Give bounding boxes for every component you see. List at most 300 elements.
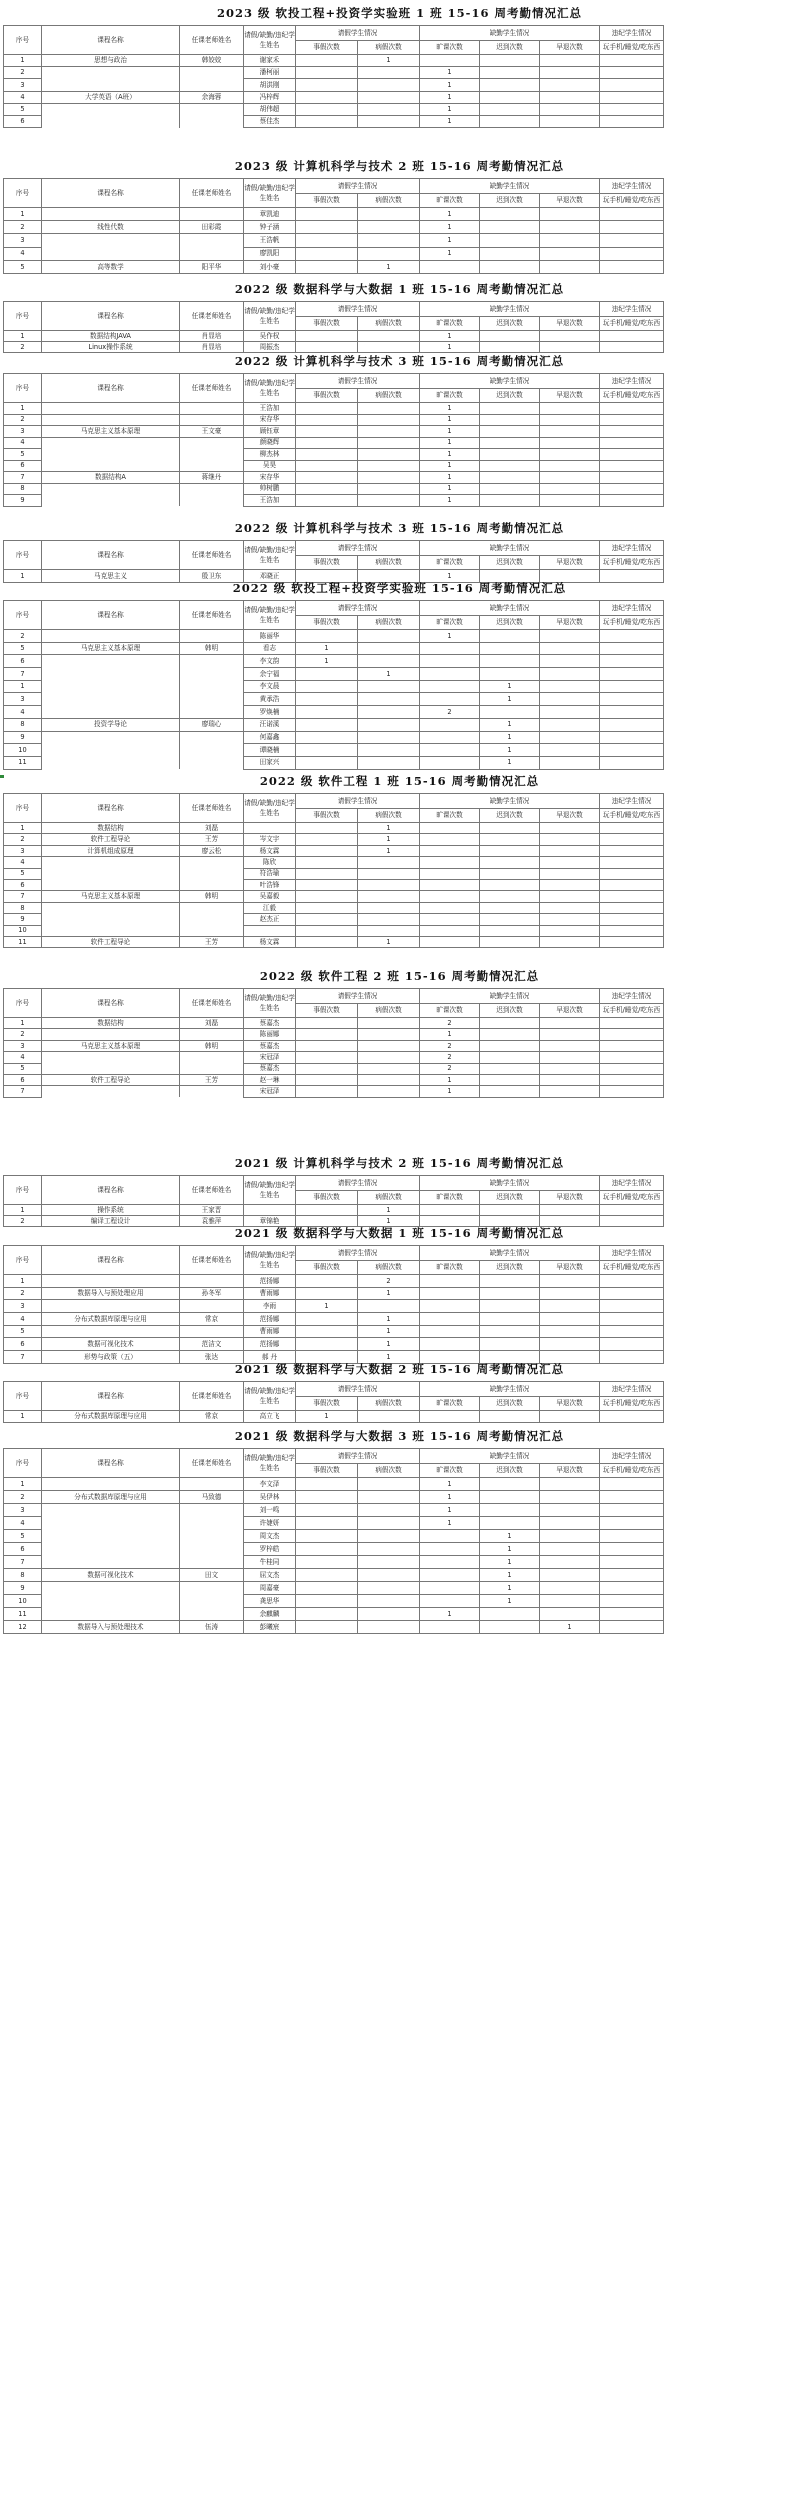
cell-early[interactable] <box>540 1300 600 1313</box>
cell-no[interactable]: 9 <box>4 495 42 507</box>
cell-sick[interactable] <box>358 891 420 902</box>
cell-personal[interactable] <box>296 1504 358 1517</box>
cell-early[interactable] <box>540 1040 600 1051</box>
cell-sick[interactable]: 1 <box>358 55 420 67</box>
cell-early[interactable] <box>540 936 600 947</box>
cell-no[interactable]: 11 <box>4 756 42 769</box>
cell-violation[interactable] <box>600 1608 664 1621</box>
cell-personal[interactable] <box>296 426 358 438</box>
cell-truancy[interactable] <box>420 642 480 655</box>
cell-personal[interactable] <box>296 1595 358 1608</box>
cell-personal[interactable] <box>296 1543 358 1556</box>
cell-course[interactable] <box>42 1086 180 1097</box>
cell-truancy[interactable]: 1 <box>420 483 480 495</box>
cell-truancy[interactable]: 2 <box>420 1063 480 1074</box>
cell-early[interactable] <box>540 879 600 890</box>
cell-teacher[interactable] <box>180 857 244 868</box>
cell-no[interactable]: 2 <box>4 1029 42 1040</box>
cell-truancy[interactable]: 1 <box>420 1029 480 1040</box>
cell-no[interactable]: 3 <box>4 693 42 706</box>
cell-student[interactable]: 田家兴 <box>244 756 296 769</box>
cell-personal[interactable] <box>296 1063 358 1074</box>
cell-personal[interactable] <box>296 1287 358 1300</box>
cell-late[interactable] <box>480 925 540 936</box>
cell-student[interactable]: 刘一鸣 <box>244 1504 296 1517</box>
cell-truancy[interactable] <box>420 680 480 693</box>
cell-no[interactable]: 7 <box>4 1556 42 1569</box>
cell-late[interactable] <box>480 234 540 247</box>
cell-early[interactable] <box>540 208 600 221</box>
cell-no[interactable]: 9 <box>4 1582 42 1595</box>
cell-personal[interactable] <box>296 744 358 757</box>
cell-late[interactable] <box>480 260 540 273</box>
cell-personal[interactable] <box>296 891 358 902</box>
cell-late[interactable] <box>480 891 540 902</box>
cell-early[interactable] <box>540 680 600 693</box>
cell-late[interactable] <box>480 460 540 472</box>
cell-personal[interactable] <box>296 668 358 681</box>
cell-early[interactable] <box>540 857 600 868</box>
cell-early[interactable] <box>540 1074 600 1085</box>
cell-late[interactable] <box>480 449 540 461</box>
cell-course[interactable] <box>42 706 180 719</box>
cell-truancy[interactable]: 1 <box>420 208 480 221</box>
cell-late[interactable]: 1 <box>480 1543 540 1556</box>
cell-personal[interactable] <box>296 1608 358 1621</box>
cell-violation[interactable] <box>600 234 664 247</box>
cell-sick[interactable] <box>358 1300 420 1313</box>
cell-sick[interactable] <box>358 1040 420 1051</box>
cell-early[interactable] <box>540 731 600 744</box>
cell-late[interactable] <box>480 1325 540 1338</box>
cell-violation[interactable] <box>600 495 664 507</box>
cell-student[interactable]: 曹雨娜 <box>244 1287 296 1300</box>
cell-teacher[interactable]: 廖云松 <box>180 845 244 856</box>
cell-violation[interactable] <box>600 1325 664 1338</box>
cell-course[interactable] <box>42 1582 180 1595</box>
cell-late[interactable] <box>480 221 540 234</box>
cell-sick[interactable] <box>358 472 420 484</box>
cell-late[interactable]: 1 <box>480 680 540 693</box>
cell-course[interactable] <box>42 693 180 706</box>
cell-no[interactable]: 4 <box>4 91 42 103</box>
cell-early[interactable] <box>540 868 600 879</box>
cell-course[interactable] <box>42 1543 180 1556</box>
cell-teacher[interactable]: 范洁文 <box>180 1338 244 1351</box>
cell-no[interactable]: 9 <box>4 731 42 744</box>
cell-early[interactable] <box>540 483 600 495</box>
cell-violation[interactable] <box>600 868 664 879</box>
cell-sick[interactable] <box>358 1074 420 1085</box>
cell-teacher[interactable]: 袁雅萍 <box>180 1216 244 1227</box>
cell-student[interactable]: 杨文霖 <box>244 845 296 856</box>
cell-violation[interactable] <box>600 1517 664 1530</box>
cell-personal[interactable] <box>296 1275 358 1288</box>
cell-teacher[interactable]: 肖显培 <box>180 331 244 342</box>
cell-personal[interactable] <box>296 845 358 856</box>
cell-student[interactable]: 余宁福 <box>244 668 296 681</box>
cell-student[interactable]: 汪诺溪 <box>244 718 296 731</box>
cell-sick[interactable] <box>358 79 420 91</box>
cell-late[interactable] <box>480 483 540 495</box>
cell-teacher[interactable] <box>180 103 244 115</box>
cell-course[interactable]: 分布式数据库原理与应用 <box>42 1313 180 1326</box>
cell-violation[interactable] <box>600 1595 664 1608</box>
cell-violation[interactable] <box>600 426 664 438</box>
cell-course[interactable] <box>42 1052 180 1063</box>
cell-truancy[interactable]: 1 <box>420 426 480 438</box>
cell-course[interactable] <box>42 1275 180 1288</box>
cell-truancy[interactable]: 1 <box>420 1478 480 1491</box>
cell-course[interactable] <box>42 460 180 472</box>
cell-violation[interactable] <box>600 834 664 845</box>
cell-truancy[interactable] <box>420 845 480 856</box>
cell-late[interactable] <box>480 103 540 115</box>
cell-sick[interactable] <box>358 1556 420 1569</box>
cell-early[interactable] <box>540 1325 600 1338</box>
cell-course[interactable] <box>42 1530 180 1543</box>
cell-course[interactable] <box>42 914 180 925</box>
cell-personal[interactable] <box>296 857 358 868</box>
cell-personal[interactable] <box>296 103 358 115</box>
cell-course[interactable] <box>42 483 180 495</box>
cell-late[interactable] <box>480 67 540 79</box>
cell-course[interactable] <box>42 756 180 769</box>
cell-student[interactable]: 叶浩锋 <box>244 879 296 890</box>
cell-sick[interactable]: 1 <box>358 668 420 681</box>
cell-truancy[interactable]: 1 <box>420 437 480 449</box>
cell-violation[interactable] <box>600 857 664 868</box>
cell-violation[interactable] <box>600 891 664 902</box>
cell-late[interactable] <box>480 706 540 719</box>
cell-no[interactable]: 12 <box>4 1621 42 1634</box>
cell-teacher[interactable] <box>180 1556 244 1569</box>
cell-truancy[interactable]: 1 <box>420 1086 480 1097</box>
cell-student[interactable]: 冯梓辉 <box>244 91 296 103</box>
cell-late[interactable] <box>480 1411 540 1423</box>
cell-course[interactable]: 投资学导论 <box>42 718 180 731</box>
cell-early[interactable] <box>540 1517 600 1530</box>
cell-personal[interactable] <box>296 247 358 260</box>
cell-teacher[interactable] <box>180 1478 244 1491</box>
cell-truancy[interactable] <box>420 925 480 936</box>
cell-late[interactable] <box>480 1338 540 1351</box>
cell-early[interactable] <box>540 234 600 247</box>
cell-early[interactable] <box>540 914 600 925</box>
cell-violation[interactable] <box>600 449 664 461</box>
cell-course[interactable] <box>42 868 180 879</box>
cell-student[interactable]: 宋冠泽 <box>244 1086 296 1097</box>
cell-personal[interactable] <box>296 79 358 91</box>
cell-teacher[interactable]: 马致德 <box>180 1491 244 1504</box>
cell-truancy[interactable] <box>420 1543 480 1556</box>
cell-violation[interactable] <box>600 823 664 834</box>
cell-course[interactable] <box>42 1325 180 1338</box>
cell-student[interactable]: 王浩帆 <box>244 234 296 247</box>
cell-course[interactable]: 数据可视化技术 <box>42 1338 180 1351</box>
cell-student[interactable]: 彭曦宸 <box>244 1621 296 1634</box>
cell-sick[interactable] <box>358 680 420 693</box>
cell-student[interactable]: 廖凯阳 <box>244 247 296 260</box>
cell-truancy[interactable]: 1 <box>420 103 480 115</box>
cell-student[interactable]: 蔡佳杰 <box>244 115 296 127</box>
cell-early[interactable] <box>540 91 600 103</box>
cell-late[interactable] <box>480 426 540 438</box>
cell-sick[interactable]: 2 <box>358 1275 420 1288</box>
cell-early[interactable] <box>540 1063 600 1074</box>
cell-early[interactable] <box>540 891 600 902</box>
cell-personal[interactable] <box>296 1556 358 1569</box>
cell-student[interactable]: 高立飞 <box>244 1411 296 1423</box>
cell-late[interactable] <box>480 1040 540 1051</box>
cell-teacher[interactable]: 王家晋 <box>180 1205 244 1216</box>
cell-teacher[interactable]: 阳平华 <box>180 260 244 273</box>
cell-course[interactable] <box>42 208 180 221</box>
cell-course[interactable] <box>42 1556 180 1569</box>
cell-no[interactable]: 2 <box>4 1287 42 1300</box>
cell-sick[interactable] <box>358 460 420 472</box>
cell-sick[interactable] <box>358 693 420 706</box>
cell-truancy[interactable]: 1 <box>420 1608 480 1621</box>
cell-no[interactable]: 3 <box>4 79 42 91</box>
cell-course[interactable] <box>42 902 180 913</box>
cell-course[interactable] <box>42 655 180 668</box>
cell-sick[interactable] <box>358 756 420 769</box>
cell-no[interactable]: 1 <box>4 331 42 342</box>
cell-student[interactable]: 曹雨娜 <box>244 1325 296 1338</box>
cell-sick[interactable] <box>358 718 420 731</box>
cell-late[interactable]: 1 <box>480 1582 540 1595</box>
cell-early[interactable] <box>540 403 600 415</box>
cell-sick[interactable] <box>358 1029 420 1040</box>
cell-course[interactable]: 马克思主义基本原理 <box>42 642 180 655</box>
cell-student[interactable]: 宋冠泽 <box>244 1052 296 1063</box>
cell-teacher[interactable] <box>180 655 244 668</box>
cell-student[interactable]: 范扬娜 <box>244 1275 296 1288</box>
cell-sick[interactable]: 1 <box>358 1287 420 1300</box>
cell-violation[interactable] <box>600 331 664 342</box>
cell-student[interactable]: 周嘉豪 <box>244 1582 296 1595</box>
cell-violation[interactable] <box>600 1063 664 1074</box>
cell-teacher[interactable]: 孙冬军 <box>180 1287 244 1300</box>
cell-early[interactable] <box>540 495 600 507</box>
cell-course[interactable]: 思想与政治 <box>42 55 180 67</box>
cell-teacher[interactable] <box>180 460 244 472</box>
cell-no[interactable]: 5 <box>4 103 42 115</box>
cell-truancy[interactable]: 2 <box>420 1052 480 1063</box>
cell-personal[interactable] <box>296 1040 358 1051</box>
cell-sick[interactable]: 1 <box>358 1338 420 1351</box>
cell-early[interactable] <box>540 706 600 719</box>
cell-truancy[interactable] <box>420 1338 480 1351</box>
cell-violation[interactable] <box>600 1074 664 1085</box>
cell-truancy[interactable] <box>420 718 480 731</box>
cell-teacher[interactable] <box>180 495 244 507</box>
cell-teacher[interactable] <box>180 744 244 757</box>
cell-no[interactable]: 5 <box>4 1063 42 1074</box>
cell-course[interactable] <box>42 79 180 91</box>
cell-teacher[interactable]: 殷卫东 <box>180 570 244 583</box>
cell-early[interactable] <box>540 115 600 127</box>
cell-course[interactable] <box>42 630 180 643</box>
cell-teacher[interactable] <box>180 914 244 925</box>
cell-truancy[interactable]: 1 <box>420 247 480 260</box>
cell-sick[interactable] <box>358 234 420 247</box>
cell-violation[interactable] <box>600 1621 664 1634</box>
cell-teacher[interactable]: 余海蓉 <box>180 91 244 103</box>
cell-teacher[interactable] <box>180 1275 244 1288</box>
cell-personal[interactable] <box>296 879 358 890</box>
cell-sick[interactable] <box>358 1608 420 1621</box>
cell-violation[interactable] <box>600 902 664 913</box>
cell-violation[interactable] <box>600 1338 664 1351</box>
cell-violation[interactable] <box>600 1275 664 1288</box>
cell-sick[interactable] <box>358 868 420 879</box>
cell-early[interactable] <box>540 1491 600 1504</box>
cell-truancy[interactable]: 1 <box>420 1074 480 1085</box>
cell-violation[interactable] <box>600 879 664 890</box>
cell-sick[interactable] <box>358 1504 420 1517</box>
cell-late[interactable] <box>480 914 540 925</box>
cell-truancy[interactable]: 2 <box>420 1018 480 1029</box>
cell-teacher[interactable] <box>180 1517 244 1530</box>
cell-late[interactable] <box>480 91 540 103</box>
cell-late[interactable] <box>480 642 540 655</box>
cell-early[interactable] <box>540 247 600 260</box>
cell-sick[interactable] <box>358 1595 420 1608</box>
cell-course[interactable]: 大学英语（A班） <box>42 91 180 103</box>
cell-teacher[interactable] <box>180 630 244 643</box>
cell-personal[interactable] <box>296 914 358 925</box>
cell-sick[interactable] <box>358 642 420 655</box>
cell-sick[interactable] <box>358 449 420 461</box>
cell-early[interactable] <box>540 55 600 67</box>
cell-late[interactable] <box>480 1074 540 1085</box>
cell-early[interactable] <box>540 1086 600 1097</box>
cell-no[interactable]: 7 <box>4 1351 42 1364</box>
cell-violation[interactable] <box>600 936 664 947</box>
cell-sick[interactable]: 1 <box>358 936 420 947</box>
cell-truancy[interactable] <box>420 834 480 845</box>
cell-truancy[interactable] <box>420 1569 480 1582</box>
cell-student[interactable]: 王浩加 <box>244 403 296 415</box>
cell-early[interactable] <box>540 834 600 845</box>
cell-student[interactable]: 潘柯丽 <box>244 67 296 79</box>
cell-personal[interactable] <box>296 823 358 834</box>
cell-early[interactable] <box>540 460 600 472</box>
cell-early[interactable] <box>540 1504 600 1517</box>
cell-sick[interactable] <box>358 1018 420 1029</box>
cell-late[interactable] <box>480 1018 540 1029</box>
cell-personal[interactable] <box>296 403 358 415</box>
cell-student[interactable]: 罗焕楠 <box>244 706 296 719</box>
cell-sick[interactable] <box>358 630 420 643</box>
cell-student[interactable]: 屈文杰 <box>244 1569 296 1582</box>
cell-no[interactable]: 5 <box>4 868 42 879</box>
cell-violation[interactable] <box>600 1569 664 1582</box>
cell-personal[interactable] <box>296 925 358 936</box>
cell-no[interactable]: 3 <box>4 845 42 856</box>
cell-personal[interactable] <box>296 1569 358 1582</box>
cell-teacher[interactable] <box>180 693 244 706</box>
cell-course[interactable] <box>42 1063 180 1074</box>
cell-personal[interactable] <box>296 868 358 879</box>
cell-truancy[interactable]: 1 <box>420 495 480 507</box>
cell-student[interactable]: 岑文宇 <box>244 834 296 845</box>
cell-no[interactable]: 1 <box>4 208 42 221</box>
cell-no[interactable]: 5 <box>4 260 42 273</box>
cell-course[interactable] <box>42 1504 180 1517</box>
cell-no[interactable]: 1 <box>4 1018 42 1029</box>
cell-sick[interactable] <box>358 731 420 744</box>
cell-sick[interactable] <box>358 426 420 438</box>
cell-teacher[interactable] <box>180 868 244 879</box>
cell-student[interactable]: 刘小豪 <box>244 260 296 273</box>
cell-teacher[interactable]: 韩明 <box>180 642 244 655</box>
cell-teacher[interactable] <box>180 1530 244 1543</box>
cell-late[interactable]: 1 <box>480 1569 540 1582</box>
cell-sick[interactable]: 1 <box>358 1325 420 1338</box>
cell-student[interactable]: 顾钰章 <box>244 426 296 438</box>
cell-violation[interactable] <box>600 925 664 936</box>
cell-violation[interactable] <box>600 79 664 91</box>
cell-truancy[interactable]: 1 <box>420 570 480 583</box>
cell-violation[interactable] <box>600 91 664 103</box>
cell-student[interactable]: 符浩瑜 <box>244 868 296 879</box>
cell-course[interactable]: 软件工程导论 <box>42 834 180 845</box>
cell-teacher[interactable] <box>180 1608 244 1621</box>
cell-personal[interactable] <box>296 706 358 719</box>
cell-teacher[interactable] <box>180 1504 244 1517</box>
cell-course[interactable] <box>42 680 180 693</box>
cell-student[interactable]: 江毅 <box>244 902 296 913</box>
cell-late[interactable]: 1 <box>480 1556 540 1569</box>
cell-violation[interactable] <box>600 642 664 655</box>
cell-no[interactable]: 8 <box>4 1569 42 1582</box>
cell-sick[interactable]: 1 <box>358 1205 420 1216</box>
cell-course[interactable]: 计算机组成原理 <box>42 845 180 856</box>
cell-violation[interactable] <box>600 655 664 668</box>
cell-violation[interactable] <box>600 1504 664 1517</box>
cell-violation[interactable] <box>600 208 664 221</box>
cell-student[interactable]: 蔡嘉杰 <box>244 1063 296 1074</box>
cell-no[interactable]: 6 <box>4 115 42 127</box>
cell-course[interactable]: 高等数学 <box>42 260 180 273</box>
cell-late[interactable] <box>480 331 540 342</box>
cell-truancy[interactable] <box>420 1300 480 1313</box>
cell-violation[interactable] <box>600 414 664 426</box>
cell-student[interactable]: 陈丽华 <box>244 630 296 643</box>
cell-course[interactable] <box>42 668 180 681</box>
cell-late[interactable] <box>480 1300 540 1313</box>
cell-no[interactable]: 4 <box>4 437 42 449</box>
cell-violation[interactable] <box>600 1543 664 1556</box>
cell-violation[interactable] <box>600 403 664 415</box>
cell-no[interactable]: 11 <box>4 936 42 947</box>
cell-no[interactable]: 3 <box>4 1040 42 1051</box>
cell-violation[interactable] <box>600 1287 664 1300</box>
cell-teacher[interactable] <box>180 879 244 890</box>
cell-violation[interactable] <box>600 1582 664 1595</box>
cell-violation[interactable] <box>600 260 664 273</box>
cell-late[interactable] <box>480 902 540 913</box>
cell-student[interactable]: 李文晨 <box>244 680 296 693</box>
cell-personal[interactable] <box>296 55 358 67</box>
cell-early[interactable] <box>540 1275 600 1288</box>
cell-course[interactable]: 线性代数 <box>42 221 180 234</box>
cell-student[interactable]: 范扬娜 <box>244 1338 296 1351</box>
cell-violation[interactable] <box>600 1491 664 1504</box>
